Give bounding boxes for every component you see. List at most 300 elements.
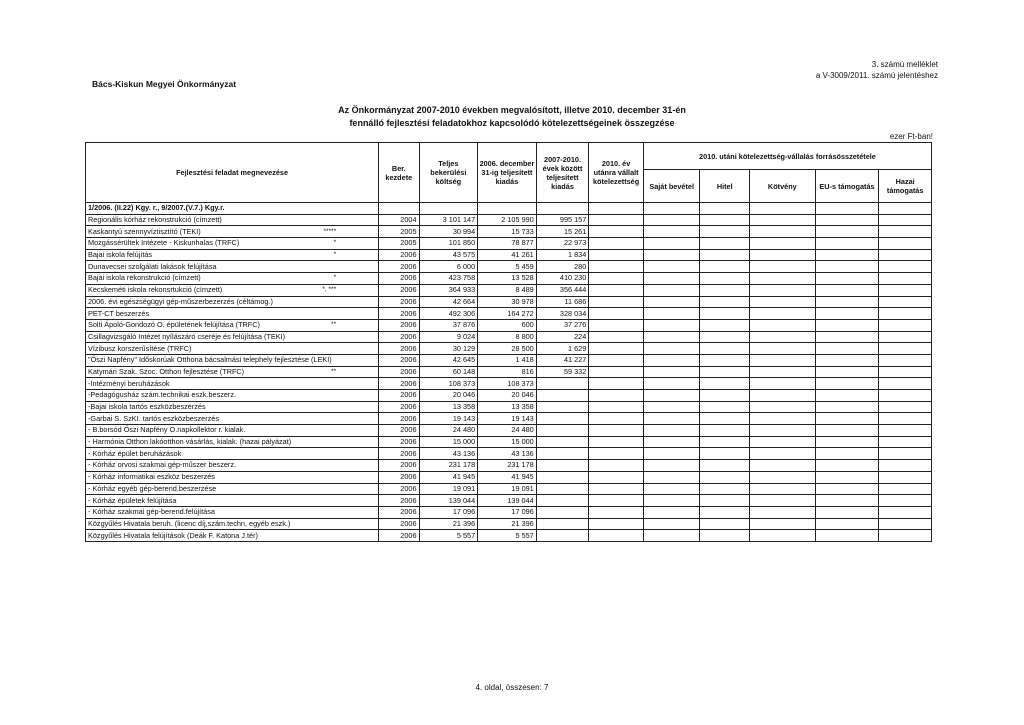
row-name: - Harmónia Otthon lakóotthon vásárlás, kialak. (hazai pályázat) [88, 437, 292, 447]
row-name-cell [86, 238, 379, 250]
source-cell [749, 331, 815, 343]
row-name-cell [86, 226, 379, 238]
row-commitment-after-2010 [589, 238, 644, 250]
row-commitment-after-2010 [589, 471, 644, 483]
source-cell [749, 226, 815, 238]
source-cell [749, 343, 815, 355]
row-start-year: 2006 [379, 331, 419, 343]
row-spent-2006: 8 489 [478, 284, 537, 296]
row-name: -Intézményi beruházások [88, 378, 170, 388]
source-cell [643, 238, 700, 250]
source-cell [700, 495, 750, 507]
source-cell [700, 471, 750, 483]
row-commitment-after-2010 [589, 284, 644, 296]
footnote-mark: ** [331, 321, 337, 329]
source-cell [643, 214, 700, 226]
col-header-source-group: 2010. utáni kötelezettség-vállalás forrásösszetétele [643, 143, 931, 170]
row-commitment-after-2010 [589, 249, 644, 261]
source-cell [749, 425, 815, 437]
col-header-eu-support: EU-s támogatás [815, 170, 879, 203]
source-cell [815, 343, 879, 355]
row-spent-2006: 13 358 [478, 401, 537, 413]
row-start-year: 2004 [379, 214, 419, 226]
row-spent-2007-2010 [536, 460, 589, 472]
row-commitment-after-2010 [589, 296, 644, 308]
source-cell [879, 436, 932, 448]
row-spent-2007-2010: 37 276 [536, 319, 589, 331]
row-commitment-after-2010 [589, 214, 644, 226]
source-cell [643, 436, 700, 448]
row-commitment-after-2010 [589, 273, 644, 285]
source-cell [700, 506, 750, 518]
source-cell [700, 273, 750, 285]
table-row [86, 530, 932, 542]
source-cell [700, 261, 750, 273]
source-cell [749, 436, 815, 448]
row-start-year: 2006 [379, 354, 419, 366]
row-name-cell [86, 506, 379, 518]
source-cell [749, 530, 815, 542]
col-header-2007-2010: 2007-2010. évek között teljesített kiadás [536, 143, 589, 203]
source-cell [643, 448, 700, 460]
row-name: Regionális kórház rekonstrukció (címzett) [88, 215, 222, 225]
row-spent-2006: 30 978 [478, 296, 537, 308]
source-cell [643, 331, 700, 343]
table-row [86, 296, 932, 308]
source-cell [749, 471, 815, 483]
row-total-cost: 423 758 [419, 273, 478, 285]
table-row [86, 436, 932, 448]
row-name: - Kórház szakmai gép-berend.felújítása [88, 507, 215, 517]
table-row [86, 401, 932, 413]
table-row [86, 425, 932, 437]
row-commitment-after-2010 [589, 401, 644, 413]
row-name: Dunavecsei szolgálati lakások felújítása [88, 261, 217, 271]
table-row [86, 273, 932, 285]
row-spent-2006: 19 091 [478, 483, 537, 495]
row-start-year: 2005 [379, 238, 419, 250]
row-name-cell [86, 261, 379, 273]
source-cell [700, 366, 750, 378]
source-cell [643, 343, 700, 355]
row-commitment-after-2010 [589, 319, 644, 331]
source-cell [749, 460, 815, 472]
source-cell [700, 284, 750, 296]
row-name-cell [86, 460, 379, 472]
row-name-cell [86, 413, 379, 425]
source-cell [643, 378, 700, 390]
table-row [86, 226, 932, 238]
row-total-cost: 19 091 [419, 483, 478, 495]
source-cell [700, 518, 750, 530]
source-cell [643, 296, 700, 308]
source-cell [643, 413, 700, 425]
row-spent-2007-2010: 328 034 [536, 308, 589, 320]
row-spent-2006: 15 000 [478, 436, 537, 448]
title-line-2: fennálló fejlesztési feladatokhoz kapcsolódó kötelezettségeinek összegzése [349, 118, 675, 128]
source-cell [749, 273, 815, 285]
row-name: Bajai iskola rekonstrukció (címzett) [88, 273, 201, 283]
source-cell [749, 506, 815, 518]
row-commitment-after-2010 [589, 354, 644, 366]
col-header-own-revenue: Saját bevétel [643, 170, 700, 203]
source-cell [700, 296, 750, 308]
row-total-cost: 13 358 [419, 401, 478, 413]
commitments-table [85, 142, 932, 542]
row-name-cell [86, 425, 379, 437]
source-cell [749, 378, 815, 390]
row-spent-2007-2010: 356 444 [536, 284, 589, 296]
source-cell [700, 226, 750, 238]
source-cell [643, 483, 700, 495]
row-commitment-after-2010 [589, 308, 644, 320]
table-row [86, 495, 932, 507]
row-spent-2007-2010: 22 973 [536, 238, 589, 250]
source-cell [749, 483, 815, 495]
row-name-cell [86, 249, 379, 261]
row-total-cost: 41 945 [419, 471, 478, 483]
table-row [86, 483, 932, 495]
source-cell [879, 366, 932, 378]
source-cell [815, 273, 879, 285]
row-commitment-after-2010 [589, 226, 644, 238]
row-total-cost: 43 136 [419, 448, 478, 460]
source-cell [749, 319, 815, 331]
row-spent-2007-2010 [536, 401, 589, 413]
row-total-cost: 231 178 [419, 460, 478, 472]
source-cell [700, 448, 750, 460]
source-cell [643, 273, 700, 285]
row-start-year: 2006 [379, 308, 419, 320]
row-name-cell [86, 448, 379, 460]
row-start-year: 2006 [379, 471, 419, 483]
row-spent-2006: 2 105 990 [478, 214, 537, 226]
annex-number: 3. számú melléklet [871, 60, 938, 69]
source-cell [749, 518, 815, 530]
source-cell [815, 506, 879, 518]
section-row [86, 203, 932, 215]
source-cell [815, 308, 879, 320]
source-cell [700, 483, 750, 495]
row-commitment-after-2010 [589, 261, 644, 273]
source-cell [749, 296, 815, 308]
row-spent-2007-2010: 15 261 [536, 226, 589, 238]
source-cell [749, 261, 815, 273]
unit-note: ezer Ft-ban! [889, 132, 933, 141]
table-row [86, 249, 932, 261]
source-cell [749, 366, 815, 378]
table-row [86, 319, 932, 331]
row-spent-2006: 108 373 [478, 378, 537, 390]
source-cell [815, 261, 879, 273]
source-cell [700, 308, 750, 320]
row-name-cell [86, 495, 379, 507]
row-name-cell [86, 530, 379, 542]
row-commitment-after-2010 [589, 378, 644, 390]
row-start-year: 2006 [379, 390, 419, 402]
footnote-mark: * [333, 239, 337, 247]
source-cell [643, 366, 700, 378]
row-name: Mozgássérültek Intézete - Kiskunhalas (TRFC) [88, 238, 240, 248]
row-spent-2006: 41 261 [478, 249, 537, 261]
row-name-cell [86, 401, 379, 413]
source-cell [700, 436, 750, 448]
source-cell [815, 366, 879, 378]
source-cell [700, 460, 750, 472]
table-row [86, 448, 932, 460]
row-start-year: 2006 [379, 284, 419, 296]
col-header-bond: Kötvény [749, 170, 815, 203]
table-row [86, 506, 932, 518]
source-cell [700, 238, 750, 250]
source-cell [879, 226, 932, 238]
footnote-mark: *, *** [322, 286, 337, 294]
row-name-cell [86, 319, 379, 331]
source-cell [643, 530, 700, 542]
row-spent-2006: 21 396 [478, 518, 537, 530]
row-spent-2007-2010 [536, 436, 589, 448]
row-name-cell [86, 378, 379, 390]
source-cell [815, 319, 879, 331]
row-spent-2006: 78 877 [478, 238, 537, 250]
source-cell [879, 214, 932, 226]
source-cell [815, 483, 879, 495]
row-spent-2006: 816 [478, 366, 537, 378]
source-cell [700, 354, 750, 366]
row-spent-2006: 1 418 [478, 354, 537, 366]
row-start-year: 2006 [379, 401, 419, 413]
source-cell [643, 354, 700, 366]
row-spent-2006: 41 945 [478, 471, 537, 483]
row-total-cost: 20 046 [419, 390, 478, 402]
row-name: Kecskeméti iskola rekonsrtukció (címzett) [88, 285, 223, 295]
row-total-cost: 42 645 [419, 354, 478, 366]
row-name: Bajai iskola felújítás [88, 250, 153, 260]
source-cell [815, 354, 879, 366]
row-spent-2006: 20 046 [478, 390, 537, 402]
row-name: Csillagvizsgáló Intézet nyílászáró cseréje és felújítása (TEKI) [88, 331, 286, 341]
row-spent-2006: 8 800 [478, 331, 537, 343]
source-cell [879, 378, 932, 390]
row-commitment-after-2010 [589, 495, 644, 507]
row-name: - Kórház orvosi szakmai gép-műszer beszerz. [88, 460, 237, 470]
source-cell [879, 390, 932, 402]
source-cell [879, 354, 932, 366]
row-spent-2006: 24 480 [478, 425, 537, 437]
source-cell [879, 308, 932, 320]
row-start-year: 2006 [379, 518, 419, 530]
source-cell [749, 284, 815, 296]
row-total-cost: 6 000 [419, 261, 478, 273]
table-row [86, 390, 932, 402]
row-spent-2006: 5 459 [478, 261, 537, 273]
row-total-cost: 30 129 [419, 343, 478, 355]
row-total-cost: 9 024 [419, 331, 478, 343]
source-cell [700, 378, 750, 390]
source-cell [879, 495, 932, 507]
row-commitment-after-2010 [589, 460, 644, 472]
row-total-cost: 364 933 [419, 284, 478, 296]
row-total-cost: 108 373 [419, 378, 478, 390]
source-cell [749, 238, 815, 250]
row-spent-2007-2010: 1 834 [536, 249, 589, 261]
row-spent-2007-2010: 224 [536, 331, 589, 343]
row-start-year: 2006 [379, 413, 419, 425]
row-spent-2006: 5 557 [478, 530, 537, 542]
source-cell [700, 214, 750, 226]
row-commitment-after-2010 [589, 331, 644, 343]
source-cell [700, 249, 750, 261]
row-total-cost: 15 000 [419, 436, 478, 448]
row-name-cell [86, 366, 379, 378]
col-header-domestic-support: Hazai támogatás [879, 170, 932, 203]
source-cell [700, 331, 750, 343]
row-total-cost: 3 101 147 [419, 214, 478, 226]
source-cell [643, 518, 700, 530]
row-spent-2006: 43 136 [478, 448, 537, 460]
col-header-start: Ber. kezdete [379, 143, 419, 203]
source-cell [879, 343, 932, 355]
document-title [0, 104, 1024, 130]
source-cell [879, 296, 932, 308]
row-spent-2007-2010 [536, 530, 589, 542]
source-cell [879, 518, 932, 530]
row-commitment-after-2010 [589, 448, 644, 460]
row-commitment-after-2010 [589, 436, 644, 448]
table-row [86, 343, 932, 355]
source-cell [643, 226, 700, 238]
source-cell [749, 249, 815, 261]
row-commitment-after-2010 [589, 425, 644, 437]
row-start-year: 2006 [379, 296, 419, 308]
row-start-year: 2006 [379, 495, 419, 507]
row-name-cell [86, 214, 379, 226]
row-name: - Kórház épületek felújítása [88, 495, 177, 505]
row-start-year: 2006 [379, 460, 419, 472]
row-spent-2006: 28 500 [478, 343, 537, 355]
row-spent-2007-2010: 59 332 [536, 366, 589, 378]
row-spent-2007-2010 [536, 425, 589, 437]
row-name-cell [86, 518, 379, 530]
table-row [86, 460, 932, 472]
row-name-cell [86, 296, 379, 308]
row-total-cost: 21 396 [419, 518, 478, 530]
row-total-cost: 60 148 [419, 366, 478, 378]
row-name: - B.borsód Őszi Napfény O.napkollektor r. kialak. [88, 425, 246, 435]
row-start-year: 2006 [379, 249, 419, 261]
row-spent-2007-2010: 41 227 [536, 354, 589, 366]
page-footer: 4. oldal, összesen: 7 [475, 683, 549, 692]
source-cell [815, 471, 879, 483]
row-total-cost: 5 557 [419, 530, 478, 542]
row-total-cost: 19 143 [419, 413, 478, 425]
source-cell [815, 378, 879, 390]
source-cell [643, 249, 700, 261]
source-cell [815, 530, 879, 542]
source-cell [879, 284, 932, 296]
source-cell [643, 495, 700, 507]
row-start-year: 2006 [379, 366, 419, 378]
row-name: -Bajai iskola tartós eszközbeszerzés [88, 402, 206, 412]
source-cell [749, 401, 815, 413]
source-cell [815, 390, 879, 402]
col-header-name: Fejlesztési feladat megnevezése [86, 143, 379, 203]
row-total-cost: 24 480 [419, 425, 478, 437]
row-spent-2006: 600 [478, 319, 537, 331]
row-name: Vízibusz korszerűsítése (TRFC) [88, 343, 192, 353]
source-cell [815, 296, 879, 308]
table-row [86, 214, 932, 226]
table-row [86, 308, 932, 320]
source-cell [700, 530, 750, 542]
row-spent-2007-2010 [536, 518, 589, 530]
source-cell [815, 249, 879, 261]
row-spent-2006: 17 096 [478, 506, 537, 518]
row-name-cell [86, 284, 379, 296]
row-name-cell [86, 343, 379, 355]
row-commitment-after-2010 [589, 390, 644, 402]
row-name: PET-CT beszerzés [88, 308, 150, 318]
source-cell [879, 331, 932, 343]
source-cell [815, 238, 879, 250]
source-cell [643, 390, 700, 402]
row-total-cost: 42 664 [419, 296, 478, 308]
source-cell [643, 261, 700, 273]
row-spent-2007-2010 [536, 495, 589, 507]
source-cell [879, 238, 932, 250]
footnote-mark: * [333, 274, 337, 282]
row-start-year: 2006 [379, 506, 419, 518]
row-name: Kaskantyú szennyvíztisztító (TEKI) [88, 226, 201, 236]
table-row [86, 518, 932, 530]
source-cell [749, 448, 815, 460]
table-row [86, 331, 932, 343]
row-name-cell [86, 273, 379, 285]
row-spent-2007-2010: 410 230 [536, 273, 589, 285]
row-spent-2007-2010 [536, 390, 589, 402]
source-cell [815, 401, 879, 413]
row-name: -Pedagógusház szám.technikai eszk.beszerz. [88, 390, 237, 400]
row-name: "Őszi Napfény" Időskorúak Otthona bácsalmási telephely fejlesztése (LEKI) [88, 355, 332, 365]
row-start-year: 2006 [379, 378, 419, 390]
row-name-cell [86, 354, 379, 366]
row-commitment-after-2010 [589, 366, 644, 378]
row-name-cell [86, 390, 379, 402]
source-cell [700, 401, 750, 413]
row-name: - Kórház informatikai eszköz beszerzés [88, 472, 215, 482]
source-cell [815, 413, 879, 425]
source-cell [815, 284, 879, 296]
table-row [86, 261, 932, 273]
row-spent-2006: 19 143 [478, 413, 537, 425]
source-cell [815, 226, 879, 238]
row-start-year: 2006 [379, 273, 419, 285]
row-spent-2007-2010 [536, 483, 589, 495]
table-row [86, 413, 932, 425]
row-spent-2007-2010 [536, 471, 589, 483]
row-name-cell [86, 436, 379, 448]
table-row [86, 284, 932, 296]
source-cell [700, 319, 750, 331]
row-spent-2006: 15 733 [478, 226, 537, 238]
source-cell [700, 343, 750, 355]
source-cell [879, 471, 932, 483]
row-start-year: 2006 [379, 530, 419, 542]
source-cell [643, 460, 700, 472]
row-total-cost: 101 850 [419, 238, 478, 250]
row-start-year: 2006 [379, 436, 419, 448]
source-cell [815, 448, 879, 460]
